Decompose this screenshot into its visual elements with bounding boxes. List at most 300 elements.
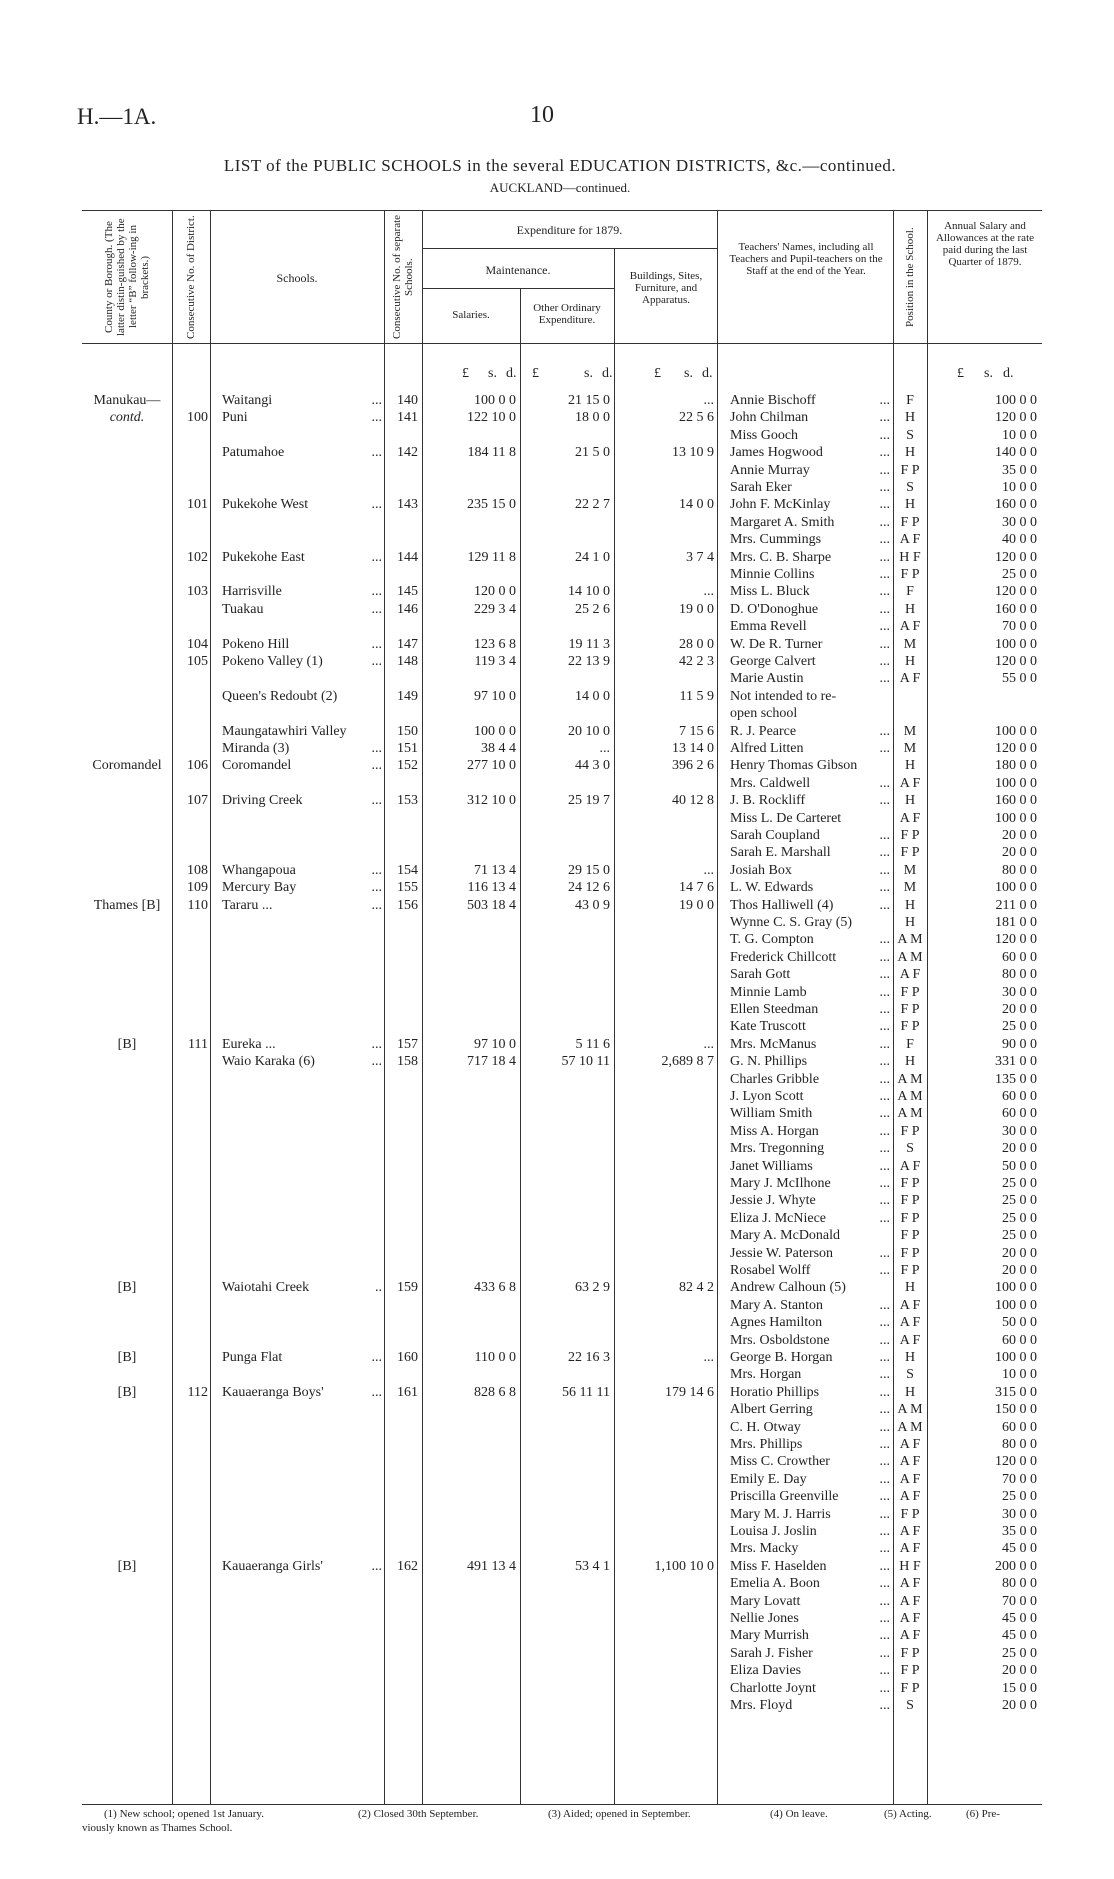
cell-tdots: ... — [879, 584, 890, 600]
cell-pos: F P — [900, 1663, 920, 1679]
cell-school: Tuakau — [222, 601, 264, 617]
cell-teacher: Mrs. Osboldstone — [730, 1332, 830, 1348]
cell-county: [B] — [117, 1384, 137, 1400]
cell-tdots: ... — [879, 1471, 890, 1487]
cell-ann: 20 0 0 — [1002, 1663, 1037, 1679]
cell-ann: 80 0 0 — [1002, 862, 1037, 878]
cell-school: Waiotahi Creek — [222, 1280, 310, 1296]
cell-school: Harrisville — [222, 584, 282, 600]
cell-pos: F P — [900, 1123, 920, 1139]
cell-teacher: Annie Bischoff — [730, 393, 816, 408]
cell-dist: 109 — [187, 880, 208, 896]
cell-pos: F P — [900, 845, 920, 861]
cell-pos: A F — [899, 1471, 921, 1487]
cell-school: Queen's Redoubt (2) — [222, 688, 338, 704]
cell-pos: A F — [899, 810, 921, 826]
cell-dist: 112 — [187, 1384, 208, 1400]
cell-no: 151 — [397, 741, 418, 756]
cell-tdots: ... — [879, 1350, 890, 1365]
cell-no: 152 — [397, 758, 418, 774]
footnote-6: (6) Pre- — [966, 1808, 1000, 1820]
cell-oth: 22 13 9 — [568, 654, 610, 669]
cell-tdots: ... — [879, 410, 890, 426]
cell-oth: 29 15 0 — [568, 862, 610, 878]
cell-dist: 107 — [187, 793, 208, 809]
cell-sal: 503 18 4 — [467, 897, 516, 913]
cell-dots: ... — [371, 862, 382, 878]
cell-bld: 19 0 0 — [679, 897, 714, 913]
cell-ann: 20 0 0 — [1002, 1245, 1037, 1261]
cell-teacher: R. J. Pearce — [730, 723, 797, 739]
cell-teacher: Miss L. Bluck — [730, 584, 810, 600]
cell-pos: S — [906, 1141, 914, 1157]
cell-teacher: John Chilman — [730, 410, 809, 426]
cell-dots: ... — [371, 1350, 382, 1365]
cell-ann: 25 0 0 — [1002, 1210, 1037, 1226]
cell-pos: A F — [899, 1437, 921, 1452]
series-code: H.—1A. — [77, 104, 157, 129]
cell-bld: ... — [703, 393, 714, 408]
cell-ann: 70 0 0 — [1002, 619, 1037, 635]
footnote-4: (4) On leave. — [770, 1808, 828, 1820]
footnote-1: (1) New school; opened 1st January. — [104, 1808, 264, 1820]
cell-sal: 235 15 0 — [467, 497, 516, 513]
cell-pos: F P — [900, 828, 920, 843]
cell-ann: 15 0 0 — [1002, 1680, 1037, 1696]
cell-dist: 100 — [187, 410, 208, 426]
cell-teacher: Emelia A. Boon — [730, 1576, 820, 1592]
header-district-no: Consecutive No. of District. — [185, 215, 197, 339]
cell-tdots: ... — [879, 1193, 890, 1209]
cell-dots: ... — [371, 393, 382, 408]
cell-tdots: ... — [879, 828, 890, 843]
table-header-bottom-rule — [82, 343, 1042, 344]
cell-teacher: Frederick Chillcott — [730, 949, 837, 965]
cell-dots: ... — [371, 1558, 382, 1574]
cell-tdots: ... — [879, 514, 890, 530]
cell-teacher: L. W. Edwards — [730, 880, 814, 896]
cell-ann: 160 0 0 — [995, 601, 1037, 617]
page-title: LIST of the PUBLIC SCHOOLS in the several EDUCATION DISTRICTS, &c.—continued. — [223, 156, 897, 175]
cell-dots: ... — [371, 549, 382, 565]
cell-tdots: ... — [879, 932, 890, 948]
cell-ann: 120 0 0 — [995, 654, 1037, 669]
cell-tdots: ... — [879, 601, 890, 617]
cell-pos: A M — [897, 1071, 923, 1087]
cell-dots: ... — [371, 1036, 382, 1052]
cell-tdots: ... — [879, 462, 890, 478]
cell-bld: 3 7 4 — [686, 549, 714, 565]
cell-tdots: ... — [879, 1558, 890, 1574]
cell-teacher: Charles Gribble — [730, 1071, 820, 1087]
cell-pos: A M — [897, 1402, 923, 1418]
cell-dots: .. — [375, 1280, 382, 1296]
cell-teacher: Nellie Jones — [730, 1611, 799, 1626]
cell-pos: F P — [900, 567, 920, 582]
cell-teacher: Miss F. Haselden — [730, 1558, 827, 1574]
cell-dist: 111 — [188, 1036, 208, 1052]
cell-tdots: ... — [879, 1541, 890, 1557]
cell-pos: F P — [900, 1245, 920, 1261]
cell-ann: 211 0 0 — [995, 897, 1037, 913]
cell-county: [B] — [117, 1350, 137, 1365]
cell-teacher: Miss L. De Carteret — [730, 810, 842, 826]
cell-dist: 106 — [187, 758, 208, 774]
cell-sal: 828 6 8 — [474, 1384, 516, 1400]
cell-pos: A F — [899, 1489, 921, 1505]
cell-no: 156 — [397, 897, 418, 913]
cell-oth: 43 0 9 — [575, 897, 610, 913]
cell-no: 149 — [397, 688, 418, 704]
cell-school: Punga Flat — [222, 1350, 283, 1365]
cell-county: [B] — [117, 1280, 137, 1296]
cell-ann: 120 0 0 — [995, 410, 1037, 426]
cell-dots: ... — [371, 584, 382, 600]
cell-bld: 2,689 8 7 — [661, 1054, 714, 1070]
cell-teacher: Alfred Litten — [730, 741, 804, 756]
cell-dots: ... — [371, 793, 382, 809]
col-rule-1 — [172, 210, 173, 1804]
cell-tdots: ... — [879, 1245, 890, 1261]
cell-ann: 60 0 0 — [1002, 1332, 1037, 1348]
cell-pos: A F — [899, 532, 921, 548]
cell-pos: H — [904, 897, 916, 913]
cell-ann: 45 0 0 — [1002, 1611, 1037, 1626]
cell-teacher: Rosabel Wolff — [730, 1263, 811, 1278]
cell-teacher: Priscilla Greenville — [730, 1489, 839, 1505]
cell-tdots: ... — [879, 1576, 890, 1592]
cell-sal: 229 3 4 — [474, 601, 516, 617]
cell-bld: 13 14 0 — [672, 741, 714, 756]
cell-ann: 40 0 0 — [1002, 532, 1037, 548]
footnote-2: (2) Closed 30th September. — [358, 1808, 479, 1820]
cell-ann: 331 0 0 — [995, 1054, 1037, 1070]
cell-sal: 100 0 0 — [474, 393, 516, 408]
cell-pos: H F — [899, 549, 921, 565]
cell-sal: 100 0 0 — [474, 723, 516, 739]
cell-teacher: John F. McKinlay — [730, 497, 831, 513]
cell-pos: M — [903, 862, 917, 878]
cell-teacher: Albert Gerring — [730, 1402, 813, 1418]
cell-school: Whangapoua — [222, 862, 296, 878]
cell-ann: 100 0 0 — [995, 1297, 1037, 1313]
cell-teacher: Mary M. J. Harris — [730, 1506, 831, 1522]
cell-pos: H — [904, 445, 916, 461]
cell-tdots: ... — [879, 445, 890, 461]
cell-teacher: D. O'Donoghue — [730, 601, 819, 617]
cell-ann: 25 0 0 — [1002, 567, 1037, 582]
cell-tdots: ... — [879, 1680, 890, 1696]
cell-oth: 25 2 6 — [575, 601, 610, 617]
cell-no: 162 — [397, 1558, 418, 1574]
header-maintenance: Maintenance. — [485, 263, 551, 277]
header-annual: Annual Salary and Allowances at the rate paid during the last Quarter of 1879. — [935, 220, 1035, 268]
cell-ann: 200 0 0 — [995, 1558, 1037, 1574]
cell-dots: ... — [371, 897, 382, 913]
cell-teacher: Mary Lovatt — [730, 1593, 801, 1609]
cell-tdots: ... — [879, 1176, 890, 1191]
cell-ann: 25 0 0 — [1002, 1489, 1037, 1505]
cell-tdots: ... — [879, 1123, 890, 1139]
cell-ann: 20 0 0 — [1002, 845, 1037, 861]
footnote-3: (3) Aided; opened in September. — [548, 1808, 691, 1820]
cell-tdots: ... — [879, 1141, 890, 1157]
cell-ann: 25 0 0 — [1002, 1228, 1037, 1244]
footnote-5: (5) Acting. — [884, 1808, 932, 1820]
cell-ann: 20 0 0 — [1002, 1141, 1037, 1157]
cell-ann: 180 0 0 — [995, 758, 1037, 774]
cell-ann: 25 0 0 — [1002, 1193, 1037, 1209]
cell-teacher: Mrs. McManus — [730, 1036, 817, 1052]
cell-ann: 25 0 0 — [1002, 1176, 1037, 1191]
cell-teacher: George B. Horgan — [730, 1350, 833, 1365]
cell-no: 161 — [397, 1384, 418, 1400]
cell-teacher: Not intended to re- — [730, 688, 837, 704]
cell-no: 141 — [397, 410, 418, 426]
cell-ann: 60 0 0 — [1002, 949, 1037, 965]
cell-sal: 119 3 4 — [474, 654, 516, 669]
cell-oth: 44 3 0 — [575, 758, 610, 774]
footnote-6-cont: viously known as Thames School. — [82, 1822, 233, 1834]
cell-oth: 14 0 0 — [575, 688, 610, 704]
cell-bld: 1,100 10 0 — [654, 1558, 714, 1574]
cell-no: 155 — [397, 880, 418, 896]
cell-dots: ... — [371, 758, 382, 774]
cell-school: Driving Creek — [222, 793, 303, 809]
cell-pos: F P — [900, 1019, 920, 1035]
cell-oth: 24 1 0 — [575, 549, 610, 565]
cell-county: Thames [B] — [93, 897, 161, 913]
cell-sal: 97 10 0 — [474, 688, 516, 704]
cell-ann: 150 0 0 — [995, 1402, 1037, 1418]
cell-teacher: Charlotte Joynt — [730, 1680, 816, 1696]
cell-teacher: Margaret A. Smith — [730, 514, 835, 530]
cell-pos: A F — [899, 1628, 921, 1644]
cell-tdots: ... — [879, 1628, 890, 1644]
cell-ann: 80 0 0 — [1002, 1576, 1037, 1592]
page-number: 10 — [530, 102, 554, 128]
cell-bld: 22 5 6 — [679, 410, 714, 426]
header-other: Other Ordinary Expenditure. — [533, 302, 601, 326]
cell-teacher: Horatio Phillips — [730, 1384, 820, 1400]
cell-county: [B] — [117, 1036, 137, 1052]
cell-pos: A F — [899, 619, 921, 635]
cell-ann: 60 0 0 — [1002, 1089, 1037, 1104]
cell-teacher: James Hogwood — [730, 445, 823, 461]
cell-pos: H — [904, 410, 916, 426]
header-school-no: Consecutive No. of separate Schools. — [391, 215, 415, 340]
cell-teacher: Mrs. Floyd — [730, 1698, 793, 1713]
cell-pos: A F — [899, 1611, 921, 1626]
cell-dots: ... — [371, 654, 382, 669]
cell-pos: F P — [900, 984, 920, 1000]
cell-ann: 25 0 0 — [1002, 1019, 1037, 1035]
cell-ann: 120 0 0 — [995, 584, 1037, 600]
cell-oth: 21 15 0 — [568, 393, 610, 408]
cell-teacher: Jessie J. Whyte — [730, 1193, 816, 1209]
cell-tdots: ... — [879, 793, 890, 809]
cell-teacher: Kate Truscott — [730, 1019, 806, 1035]
cell-tdots: ... — [879, 427, 890, 443]
cell-ann: 30 0 0 — [1002, 1123, 1037, 1139]
cell-no: 145 — [397, 584, 418, 600]
cell-dots: ... — [371, 601, 382, 617]
cell-bld: 19 0 0 — [679, 601, 714, 617]
cell-ann: 55 0 0 — [1002, 671, 1037, 687]
cell-oth: 53 4 1 — [575, 1558, 610, 1574]
cell-ann: 30 0 0 — [1002, 514, 1037, 530]
cell-oth: 18 0 0 — [575, 410, 610, 426]
cell-school: Kauaeranga Girls' — [222, 1558, 323, 1574]
cell-teacher: Minnie Lamb — [730, 984, 807, 1000]
cell-teacher: Mrs. Phillips — [730, 1437, 803, 1452]
cell-pos: F — [906, 1036, 914, 1052]
cell-pos: A M — [897, 1106, 923, 1122]
cell-sal: 277 10 0 — [467, 758, 516, 774]
cell-school: Miranda (3) — [222, 741, 290, 756]
cell-school: Pukekohe East — [222, 549, 305, 565]
cell-tdots: ... — [879, 897, 890, 913]
cell-oth: 22 2 7 — [575, 497, 610, 513]
cell-teacher: Mary J. McIlhone — [730, 1176, 831, 1191]
cell-ann: 35 0 0 — [1002, 462, 1037, 478]
cell-ann: 100 0 0 — [995, 810, 1037, 826]
cell-no: 147 — [397, 636, 418, 652]
cell-sal: 97 10 0 — [474, 1036, 516, 1052]
maintenance-top-rule — [422, 248, 717, 249]
table-bottom-rule — [82, 1804, 1042, 1805]
cell-oth: 14 10 0 — [568, 584, 610, 600]
cell-teacher: Jessie W. Paterson — [730, 1245, 834, 1261]
cell-bld: 42 2 3 — [679, 654, 714, 669]
cell-teacher: Mrs. Caldwell — [730, 775, 811, 791]
cell-ann: 70 0 0 — [1002, 1471, 1037, 1487]
cell-tdots: ... — [879, 1384, 890, 1400]
cell-tdots: ... — [879, 862, 890, 878]
cell-bld: 28 0 0 — [679, 636, 714, 652]
cell-ann: 30 0 0 — [1002, 984, 1037, 1000]
cell-oth: 25 19 7 — [568, 793, 610, 809]
cell-dots: ... — [371, 410, 382, 426]
cell-ann: 120 0 0 — [995, 741, 1037, 756]
cell-pos: A F — [899, 1593, 921, 1609]
cell-teacher: Emily E. Day — [730, 1471, 807, 1487]
header-teachers: Teachers' Names, including all Teachers and Pupil-teachers on the Staff at the end of the Year. — [729, 241, 883, 277]
cell-pos: A F — [899, 1158, 921, 1174]
cell-pos: F P — [900, 514, 920, 530]
cell-dots: ... — [371, 741, 382, 756]
cell-bld: 13 10 9 — [672, 445, 714, 461]
cell-no: 159 — [397, 1280, 418, 1296]
table-top-rule — [82, 210, 1042, 211]
cell-tdots: ... — [879, 880, 890, 896]
bld-pence: d. — [702, 366, 713, 381]
cell-dots: ... — [371, 497, 382, 513]
cell-pos: F P — [900, 462, 920, 478]
cell-teacher: Sarah J. Fisher — [730, 1645, 813, 1661]
cell-no: 144 — [397, 549, 418, 565]
cell-sal: 122 10 0 — [467, 410, 516, 426]
cell-pos: H — [904, 1280, 916, 1296]
cell-pos: H F — [899, 1558, 921, 1574]
cell-sal: 184 11 8 — [467, 445, 516, 461]
cell-no: 160 — [397, 1350, 418, 1365]
cell-bld: ... — [703, 1036, 714, 1052]
sal-pence: d. — [506, 366, 517, 381]
cell-teacher: Andrew Calhoun (5) — [730, 1280, 846, 1296]
cell-school: Patumahoe — [222, 445, 285, 461]
cell-teacher: C. H. Otway — [730, 1419, 801, 1435]
cell-tdots: ... — [879, 1506, 890, 1522]
cell-teacher: Mrs. C. B. Sharpe — [730, 549, 832, 565]
cell-pos: H — [904, 497, 916, 513]
cell-teacher: George Calvert — [730, 654, 816, 669]
header-schools: Schools. — [276, 271, 318, 285]
cell-ann: 100 0 0 — [995, 636, 1037, 652]
oth-pound: £ — [532, 366, 539, 381]
cell-ann: 30 0 0 — [1002, 1506, 1037, 1522]
cell-school: Pukekohe West — [222, 497, 309, 513]
sal-shilling: s. — [488, 366, 497, 381]
cell-pos: A F — [899, 1315, 921, 1331]
cell-pos: S — [906, 427, 914, 443]
cell-teacher: Miss C. Crowther — [730, 1454, 830, 1470]
cell-dist: 105 — [187, 654, 208, 669]
cell-pos: F P — [900, 1263, 920, 1278]
cell-school: Puni — [222, 410, 248, 426]
cell-ann: 50 0 0 — [1002, 1315, 1037, 1331]
cell-school: Tararu ... — [222, 897, 273, 913]
cell-tdots: ... — [879, 393, 890, 408]
cell-bld: 179 14 6 — [665, 1384, 714, 1400]
cell-ann: 120 0 0 — [995, 549, 1037, 565]
cell-pos: A F — [899, 1454, 921, 1470]
cell-bld: ... — [703, 862, 714, 878]
cell-teacher: W. De R. Turner — [730, 636, 823, 652]
cell-pos: F P — [900, 1002, 920, 1017]
cell-dist: 108 — [187, 862, 208, 878]
cell-tdots: ... — [879, 984, 890, 1000]
cell-bld: 14 0 0 — [679, 497, 714, 513]
cell-no: 157 — [397, 1036, 418, 1052]
cell-oth: 21 5 0 — [575, 445, 610, 461]
cell-bld: 82 4 2 — [679, 1280, 714, 1296]
cell-no: 158 — [397, 1054, 418, 1070]
cell-tdots: ... — [879, 1297, 890, 1313]
cell-tdots: ... — [879, 1106, 890, 1122]
cell-teacher: Janet Williams — [730, 1158, 813, 1174]
cell-teacher: Emma Revell — [730, 619, 807, 635]
cell-school: Pokeno Hill — [222, 636, 290, 652]
cell-pos: S — [906, 1698, 914, 1713]
cell-county: contd. — [109, 410, 145, 426]
cell-teacher: Miss Gooch — [730, 427, 799, 443]
cell-no: 140 — [397, 393, 418, 408]
cell-teacher: Louisa J. Joslin — [730, 1524, 817, 1539]
cell-tdots: ... — [879, 1698, 890, 1713]
cell-pos: A F — [899, 1297, 921, 1313]
cell-dots: ... — [371, 445, 382, 461]
cell-teacher: J. Lyon Scott — [730, 1089, 804, 1104]
cell-ann: 20 0 0 — [1002, 1263, 1037, 1278]
cell-pos: A M — [897, 1089, 923, 1104]
cell-pos: H — [904, 601, 916, 617]
cell-pos: A M — [897, 932, 923, 948]
cell-tdots: ... — [879, 845, 890, 861]
cell-tdots: ... — [879, 1158, 890, 1174]
cell-pos: H — [904, 654, 916, 669]
cell-pos: H — [904, 1384, 916, 1400]
